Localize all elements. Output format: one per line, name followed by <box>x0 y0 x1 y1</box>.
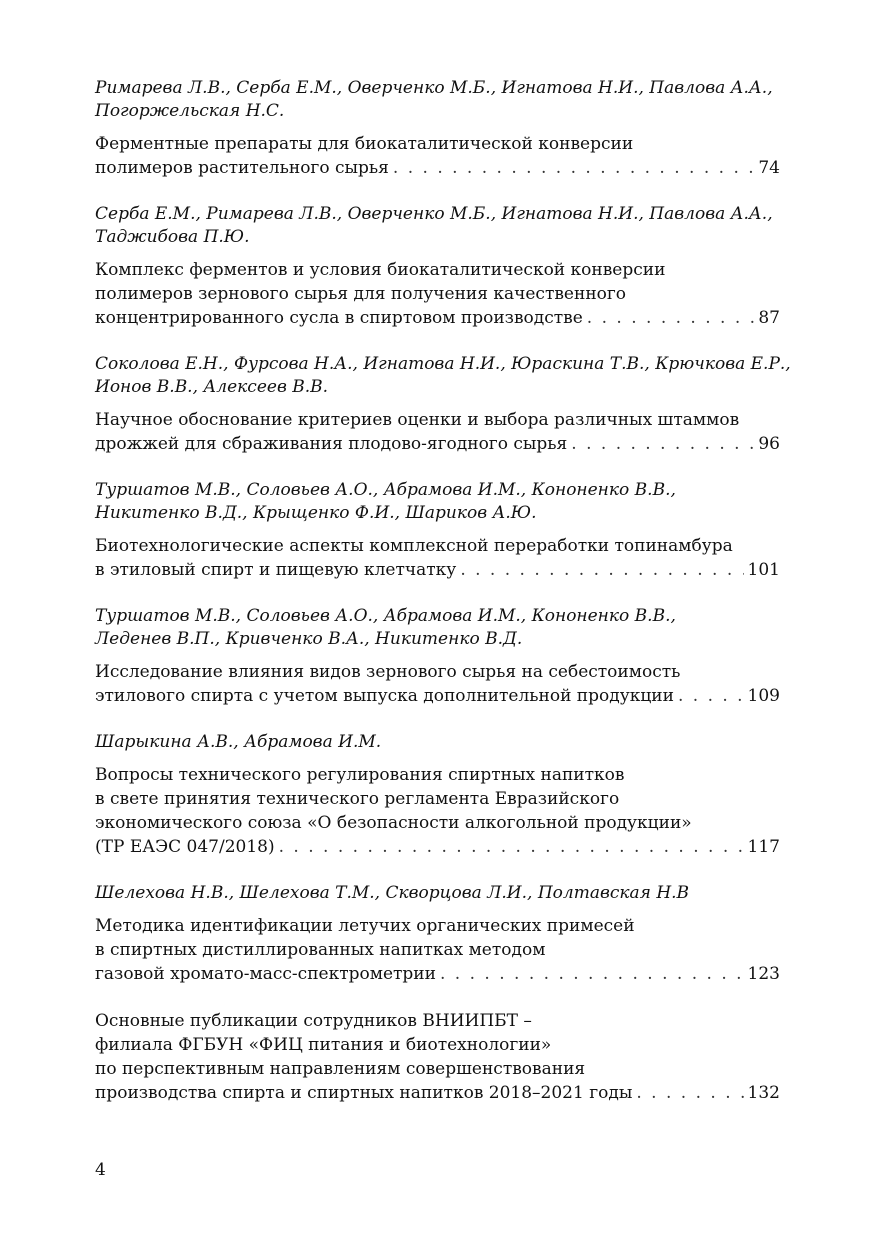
entry-page-number: 117 <box>747 837 780 857</box>
toc-entry[interactable] <box>95 1009 780 1105</box>
entry-title-line: филиала ФГБУН «ФИЦ питания и биотехнологии» <box>95 1035 552 1055</box>
entry-title-line: экономического союза «О безопасности алкогольной продукции» <box>95 813 692 833</box>
dot-leader <box>636 1081 743 1105</box>
entry-title-line: производства спирта и спиртных напитков 2018–2021 годы . . . 132 <box>95 1081 780 1105</box>
entry-page-number: 87 <box>758 308 780 328</box>
entry-title-line: концентрированного сусла в спиртовом производстве . . . 87 <box>95 306 780 330</box>
entry-title-line: Вопросы технического регулирования спиртных напитков <box>95 765 625 785</box>
dot-leader <box>440 962 744 986</box>
dot-leader <box>393 156 754 180</box>
entry-title-line: Комплекс ферментов и условия биокаталитической конверсии <box>95 260 666 280</box>
dot-leader <box>678 684 744 708</box>
entry-page-number: 96 <box>758 434 780 454</box>
dot-leader <box>587 306 755 330</box>
entry-page-number: 109 <box>747 686 780 706</box>
entry-title-line: Основные публикации сотрудников ВНИИПБТ – <box>95 1011 532 1031</box>
entry-title-line: в свете принятия технического регламента Евразийского <box>95 789 620 809</box>
entry-title-line: полимеров зернового сырья для получения качественного <box>95 284 627 304</box>
toc-entry[interactable] <box>95 353 791 456</box>
entry-title-line: Ферментные препараты для биокаталитической конверсии <box>95 134 634 154</box>
entry-page-number: 74 <box>758 158 780 178</box>
entry-authors: Туршатов М.В., Соловьев А.О., Абрамова И.М., Кононенко В.В., Леденев В.П., Кривченко В.А., Никитенко В.Д. <box>95 606 676 649</box>
entry-title-line: по перспективным направлениям совершенствования <box>95 1059 586 1079</box>
page-number: 4 <box>95 1160 106 1180</box>
entry-title-line: Научное обоснование критериев оценки и выбора различных штаммов <box>95 410 740 430</box>
entry-title-line: Исследование влияния видов зернового сырья на себестоимость <box>95 662 681 682</box>
entry-title-line: в спиртных дистиллированных напитках методом <box>95 940 546 960</box>
toc-entry[interactable] <box>95 731 780 859</box>
entry-title-line: Биотехнологические аспекты комплексной переработки топинамбура <box>95 536 733 556</box>
table-of-contents <box>95 77 791 1128</box>
toc-entry[interactable] <box>95 77 780 180</box>
entry-title-line: газовой хромато-масс-спектрометрии . . . 123 <box>95 962 780 986</box>
entry-authors: Шелехова Н.В., Шелехова Т.М., Скворцова Л.И., Полтавская Н.В <box>95 883 690 903</box>
dot-leader <box>279 835 744 859</box>
entry-authors: Соколова Е.Н., Фурсова Н.А., Игнатова Н.И., Юраскина Т.В., Крючкова Е.Р., Ионов В.В., Алексеев В.В. <box>95 354 791 397</box>
toc-entry[interactable] <box>95 882 780 986</box>
entry-title-line: (ТР ЕАЭС 047/2018) . . . 117 <box>95 835 780 859</box>
dot-leader <box>571 432 754 456</box>
entry-title-line: Методика идентификации летучих органических примесей <box>95 916 635 936</box>
entry-page-number: 101 <box>747 560 780 580</box>
dot-leader <box>460 558 743 582</box>
entry-authors: Шарыкина А.В., Абрамова И.М. <box>95 732 382 752</box>
entry-title-line: дрожжей для сбраживания плодово-ягодного сырья . . . 96 <box>95 432 780 456</box>
entry-title-line: в этиловый спирт и пищевую клетчатку . . . 101 <box>95 558 780 582</box>
entry-title-line: этилового спирта с учетом выпуска дополнительной продукции . . . 109 <box>95 684 780 708</box>
toc-entry[interactable] <box>95 203 780 330</box>
entry-page-number: 132 <box>747 1083 780 1103</box>
entry-page-number: 123 <box>747 964 780 984</box>
entry-authors: Туршатов М.В., Соловьев А.О., Абрамова И.М., Кононенко В.В., Никитенко В.Д., Крыщенко Ф.И., Шариков А.Ю. <box>95 480 676 523</box>
entry-authors: Римарева Л.В., Серба Е.М., Оверченко М.Б., Игнатова Н.И., Павлова А.А., Погоржельская Н.С. <box>95 78 773 121</box>
entry-title-line: полимеров растительного сырья . . . 74 <box>95 156 780 180</box>
toc-entry[interactable] <box>95 479 780 582</box>
entry-authors: Серба Е.М., Римарева Л.В., Оверченко М.Б., Игнатова Н.И., Павлова А.А., Таджибова П.Ю. <box>95 204 773 247</box>
toc-entry[interactable] <box>95 605 780 708</box>
